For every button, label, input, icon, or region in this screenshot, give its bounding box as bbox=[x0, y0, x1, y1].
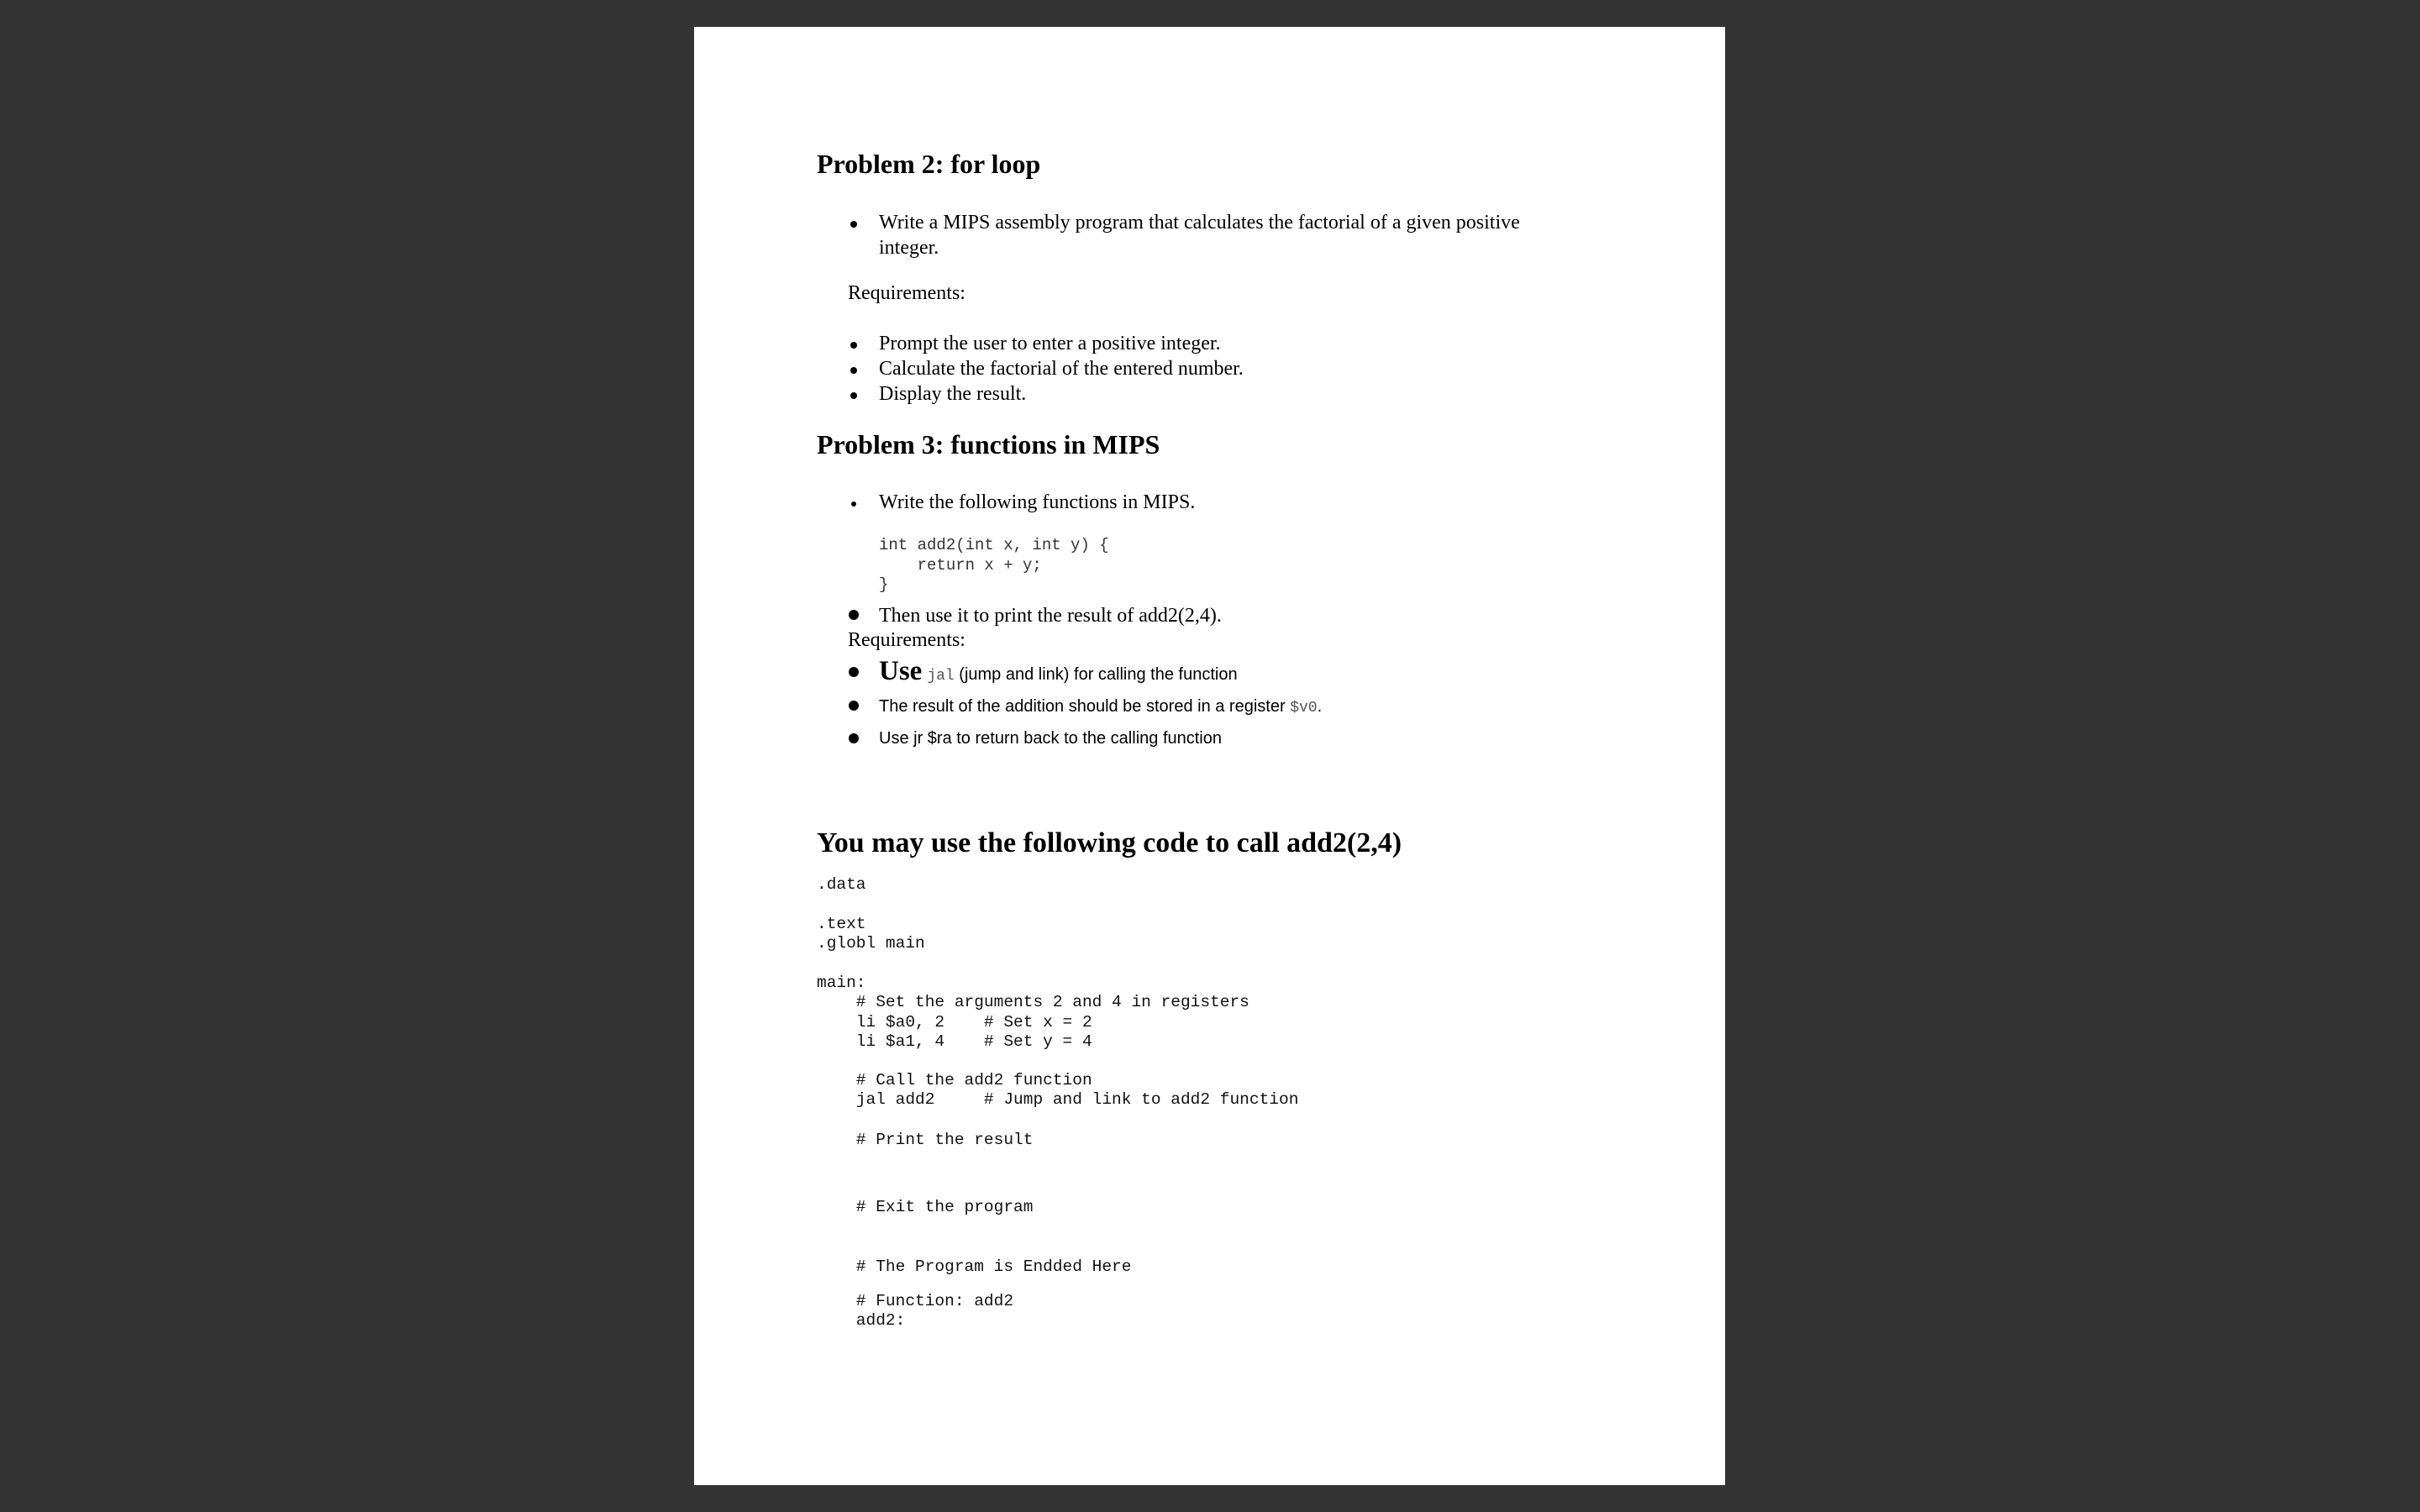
bullet bbox=[849, 733, 859, 743]
bullet bbox=[849, 610, 859, 620]
code-function: # Function: add2 add2: bbox=[855, 1292, 1014, 1331]
bullet bbox=[850, 221, 857, 228]
add2-c-code: int add2(int x, int y) { return x + y; } bbox=[879, 536, 1109, 594]
problem3-requirements-label: Requirements: bbox=[848, 629, 965, 651]
problem2-heading: Problem 2: for loop bbox=[817, 149, 1041, 179]
code-section-heading: You may use the following code to call add2(2,4) bbox=[817, 827, 1402, 858]
code-text-directives: .text .globl main bbox=[817, 915, 925, 953]
problem2-requirements-label: Requirements: bbox=[848, 282, 965, 304]
bullet bbox=[850, 392, 857, 399]
bullet bbox=[849, 701, 859, 711]
code-end: # The Program is Endded Here bbox=[817, 1257, 1132, 1276]
problem2-requirement: Display the result. bbox=[879, 383, 1027, 405]
code-call: # Call the add2 function jal add2 # Jump and link to add2 function bbox=[855, 1071, 1299, 1110]
problem3-intro: Write the following functions in MIPS. bbox=[879, 491, 1196, 513]
bullet bbox=[850, 342, 857, 349]
document-page bbox=[694, 27, 1725, 1485]
problem3-then: Then use it to print the result of add2(2,4). bbox=[879, 605, 1222, 627]
code-exit: # Exit the program bbox=[817, 1198, 1034, 1216]
bullet bbox=[850, 367, 857, 374]
problem3-requirement-jal: Use jal (jump and link) for calling the function bbox=[879, 656, 1238, 686]
problem2-intro: Write a MIPS assembly program that calculates the factorial of a given positive integer. bbox=[879, 212, 1520, 259]
problem2-requirement: Calculate the factorial of the entered number. bbox=[879, 358, 1244, 380]
problem2-requirement: Prompt the user to enter a positive integer. bbox=[879, 333, 1221, 354]
code-main: main: # Set the arguments 2 and 4 in registers li $a0, 2 # Set x = 2 li $a1, 4 # Set y = 4 bbox=[817, 974, 1249, 1051]
code-print: # Print the result bbox=[817, 1131, 1034, 1149]
problem3-requirement-jr: Use jr $ra to return back to the calling function bbox=[879, 729, 1222, 748]
problem3-heading: Problem 3: functions in MIPS bbox=[817, 429, 1160, 459]
code-data-directive: .data bbox=[817, 875, 866, 894]
problem3-requirement-v0: The result of the addition should be stored in a register $v0. bbox=[879, 697, 1323, 717]
bullet bbox=[851, 501, 856, 507]
bullet bbox=[849, 667, 859, 677]
